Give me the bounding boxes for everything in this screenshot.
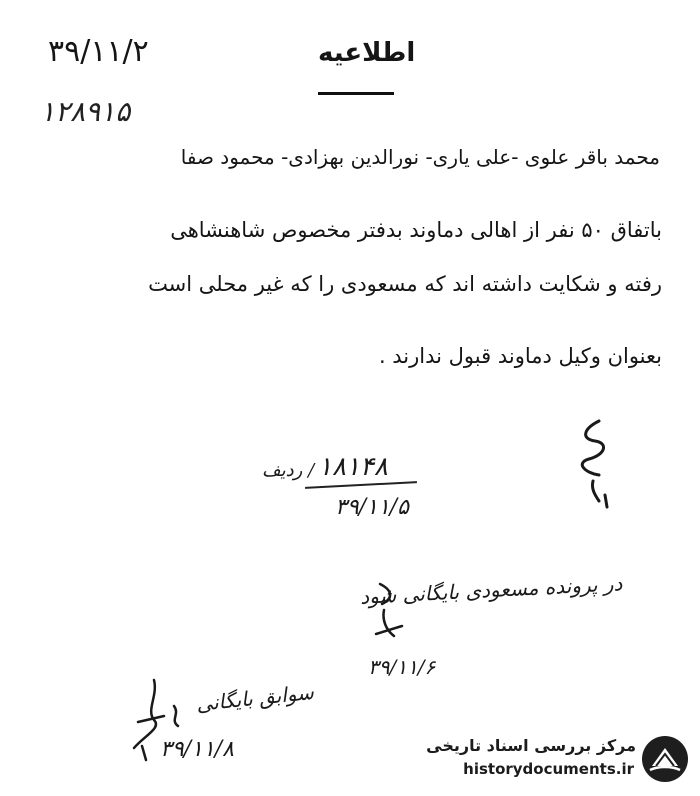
book-seal-icon [640,734,690,784]
registration-date: ۳۹/۱۱/۵ [335,495,409,520]
signature-mark [565,415,615,510]
filing-note: در پرونده مسعودی بایگانی شود [359,571,623,609]
watermark-url: historydocuments.ir [463,760,634,778]
names-line: محمد باقر علوی -علی یاری- نورالدین بهزادی- محمود صفا [180,145,660,169]
body-line-1: باتفاق ۵۰ نفر از اهالی دماوند بدفتر مخصوص شاهنشاهی [170,218,662,242]
watermark [412,732,694,788]
header-date: ۳۹/۱۱/۲ [48,34,149,69]
document-title: اطلاعیه [318,38,416,68]
archive-note: سوابق بایگانی [195,679,315,717]
filing-date: ۳۹/۱۱/۶ [368,655,436,679]
body-line-2: رفته و شکایت داشته اند که مسعودی را که غیر محلی است [148,272,662,296]
reference-number: ۱۲۸۹۱۵ [40,95,131,128]
title-underline [318,92,394,95]
watermark-title: مرکز بررسی اسناد تاریخی [426,736,636,755]
registration-label: / ردیف [262,460,315,481]
archive-date: ۳۹/۱۱/۸ [160,737,234,762]
filing-mark [372,580,408,642]
registration-number: ۱۸۱۴۸ [318,452,388,482]
body-line-3: بعنوان وکیل دماوند قبول ندارند . [378,344,662,368]
registration-underline [305,481,417,489]
